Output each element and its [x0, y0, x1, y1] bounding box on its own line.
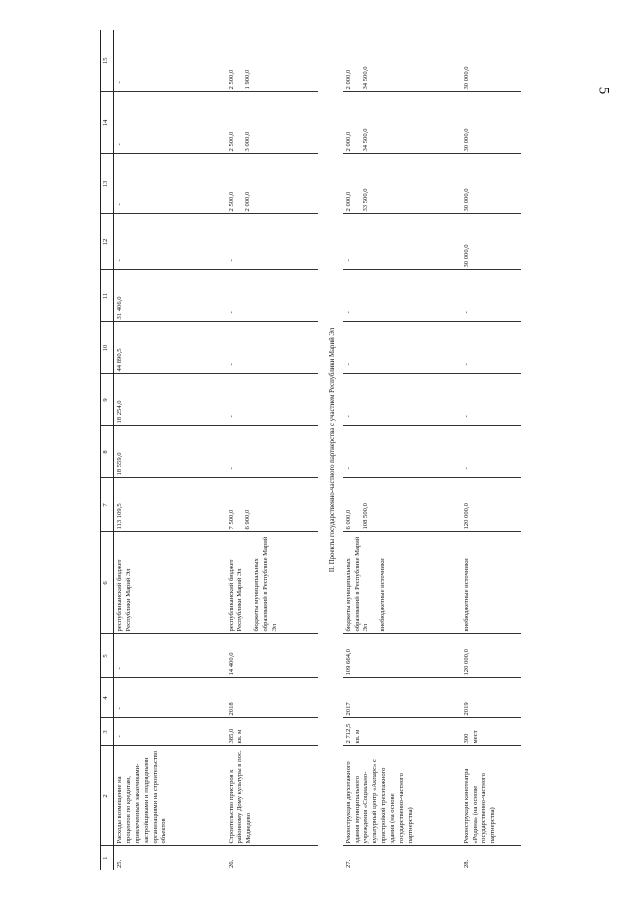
cell: -	[343, 270, 461, 322]
header-cell: 6	[101, 532, 114, 634]
row-number: 28.	[462, 859, 470, 868]
cell: 31 406,0	[114, 270, 226, 322]
funding-source: внебюджетные источники	[461, 532, 521, 634]
cost: 109 664,0	[343, 634, 461, 678]
cell: 2 000,0 34 500,0	[343, 30, 461, 92]
cell: -	[226, 214, 318, 270]
cell: -	[114, 92, 226, 154]
cell: 30 000,0	[461, 154, 521, 214]
row-number: 27.	[344, 859, 352, 868]
cell: -	[461, 322, 521, 374]
cell: -	[461, 270, 521, 322]
cell: -	[114, 634, 226, 678]
header-cell: 5	[101, 634, 114, 678]
cell: -	[114, 678, 226, 718]
cell: -	[461, 426, 521, 478]
row-name: Реконструкция двухэтажного здания муниципального учреждения «Социально-культурный центр «Акпарс» с пристройкой трехэтажного здания (на основе государственно-частного партнерства)	[343, 746, 461, 846]
cost: 14 400,0	[226, 634, 318, 678]
cell: -	[226, 270, 318, 322]
header-cell: 10	[101, 322, 114, 374]
cell: -	[461, 374, 521, 426]
cell: 18 559,0	[114, 426, 226, 478]
capacity: 385,0 кв. м	[226, 718, 318, 746]
cell: 2 500,0 2 000,0	[226, 154, 318, 214]
header-cell: 14	[101, 92, 114, 154]
year: 2017	[343, 678, 461, 718]
cell: -	[226, 322, 318, 374]
header-cell: 7	[101, 478, 114, 532]
header-cell: 12	[101, 214, 114, 270]
cell: -	[226, 374, 318, 426]
cell: 2 500,0 3 000,0	[226, 92, 318, 154]
header-cell: 13	[101, 154, 114, 214]
cell: -	[114, 154, 226, 214]
header-cell: 1	[101, 846, 114, 870]
cell: 18 254,0	[114, 374, 226, 426]
table-row	[114, 30, 226, 870]
cell: 2 000,0 34 500,0	[343, 92, 461, 154]
funding-source: бюджеты муниципальных образований в Республике Марий Эл внебюджетные источники	[343, 532, 461, 634]
header-cell: 9	[101, 374, 114, 426]
row-name: Реконструкция кинотеатра «Родина» (на основе государственно-частного партнерства)	[461, 746, 521, 846]
cell: 30 000,0	[461, 92, 521, 154]
funding-source: республиканский бюджет Республики Марий Эл	[114, 532, 226, 634]
cell: 6 000,0 108 500,0	[343, 478, 461, 532]
funding-source: республиканский бюджет Республики Марий Эл бюджеты муниципальных образований в Республике Марий Эл	[226, 532, 318, 634]
capacity: 2 712,5 кв. м	[343, 718, 461, 746]
cell: -	[226, 426, 318, 478]
cell: 7 500,0 6 900,0	[226, 478, 318, 532]
header-cell: 8	[101, 426, 114, 478]
page-number: 5	[594, 86, 611, 95]
cell: -	[343, 374, 461, 426]
cell: -	[343, 426, 461, 478]
cell: 30 000,0	[461, 214, 521, 270]
table-row	[226, 30, 318, 870]
cell: 120 000,0	[461, 478, 521, 532]
table-row	[461, 30, 521, 870]
cell: -	[114, 718, 226, 746]
cell: -	[343, 214, 461, 270]
row-number: 26.	[227, 859, 235, 868]
row-name: Расходы возмещение на процентов по кредитам, привлеченным заказчиками-застройщиками и подрядными организациями на строительство объектов	[114, 746, 226, 846]
cell: 30 000,0	[461, 30, 521, 92]
header-cell: 2	[101, 746, 114, 846]
year: 2019	[461, 678, 521, 718]
cell: -	[114, 214, 226, 270]
cell: 113 109,5	[114, 478, 226, 532]
section-title: II. Проекты государственно-частного партнерства с участием Республики Марий Эл	[328, 327, 336, 573]
header-cell: 3	[101, 718, 114, 746]
cell: 2 000,0 33 500,0	[343, 154, 461, 214]
cost: 120 000,0	[461, 634, 521, 678]
header-cell: 11	[101, 270, 114, 322]
cell: -	[114, 30, 226, 92]
row-number: 25.	[116, 859, 123, 868]
investment-table	[100, 30, 521, 870]
cell: 2 500,0 1 900,0	[226, 30, 318, 92]
row-name: Строительство пристроя к районному Дому культуры в пос. Медведево	[226, 746, 318, 846]
capacity: 300 мест	[461, 718, 521, 746]
rotated-table-container	[100, 30, 520, 870]
column-number-header	[101, 30, 114, 870]
year: 2018	[226, 678, 318, 718]
header-cell: 4	[101, 678, 114, 718]
cell: 44 890,5	[114, 322, 226, 374]
cell: -	[343, 322, 461, 374]
header-cell: 15	[101, 30, 114, 92]
table-row	[343, 30, 461, 870]
section-row	[318, 30, 343, 870]
